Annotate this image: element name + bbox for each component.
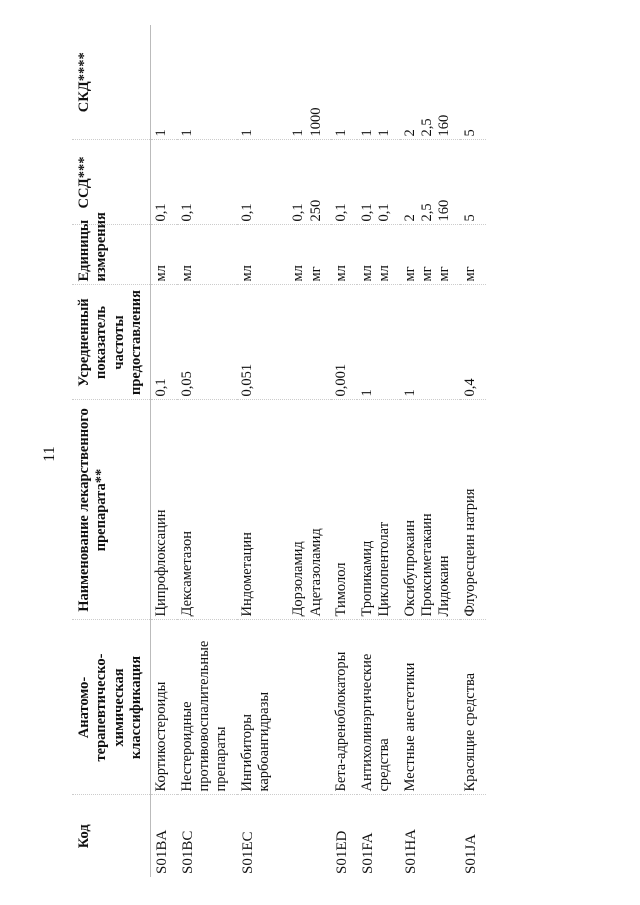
skd-cell bbox=[177, 25, 237, 140]
skd-value: 160 bbox=[436, 114, 453, 137]
avg-frequency-value: 0,051 bbox=[238, 363, 255, 397]
table-row bbox=[177, 25, 237, 877]
avg-frequency-cell bbox=[400, 285, 460, 400]
unit-value: мг bbox=[436, 266, 453, 282]
unit-cell bbox=[331, 225, 357, 285]
ssd-cell bbox=[331, 140, 357, 225]
drug-name: Тропикамид bbox=[358, 540, 375, 617]
atc-class-cell bbox=[460, 620, 486, 795]
atc-code: S01EC bbox=[239, 831, 256, 874]
ssd-value: 160 bbox=[436, 199, 453, 222]
header-unit: Единицы измерения bbox=[72, 225, 150, 285]
drug-name: Оксибупрокаин bbox=[401, 520, 418, 617]
skd-value: 2,5 bbox=[419, 118, 436, 137]
skd-value: 1 bbox=[358, 129, 375, 137]
atc-code: S01HA bbox=[402, 828, 419, 874]
drug-cell bbox=[150, 400, 177, 620]
unit-cell bbox=[357, 225, 400, 285]
ssd-cell bbox=[150, 140, 177, 225]
atc-class-cell bbox=[400, 620, 460, 795]
atc-class-cell bbox=[237, 620, 331, 795]
ssd-value: 250 bbox=[307, 199, 324, 222]
drug-name: Лидокаин bbox=[436, 555, 453, 617]
avg-frequency-value: 0,4 bbox=[461, 378, 478, 397]
page-number: 11 bbox=[41, 446, 58, 462]
code-cell bbox=[331, 795, 357, 877]
skd-value: 1000 bbox=[307, 107, 324, 137]
drug-cell bbox=[237, 400, 331, 620]
table-row bbox=[400, 25, 460, 877]
atc-class-name: Нестероидные противовоспалительные препараты bbox=[178, 640, 230, 792]
ssd-value: 0,1 bbox=[332, 203, 349, 222]
header-code: Код bbox=[72, 795, 150, 877]
unit-value: мг bbox=[401, 266, 418, 282]
atc-class-name: Ингибиторы карбоангидразы bbox=[238, 691, 273, 792]
drug-name: Флуоресцеин натрия bbox=[461, 488, 478, 617]
atc-code: S01FA bbox=[359, 832, 376, 874]
atc-code: S01BC bbox=[179, 830, 196, 874]
atc-class-cell bbox=[357, 620, 400, 795]
header-avg: Усредненный показатель частоты предоставления bbox=[72, 285, 150, 400]
header-ssd: ССД*** bbox=[72, 140, 150, 225]
drug-cell bbox=[177, 400, 237, 620]
unit-value: мл bbox=[332, 265, 349, 282]
unit-value: мг bbox=[419, 266, 436, 282]
unit-value: мл bbox=[358, 265, 375, 282]
drug-name: Ципрофлоксацин bbox=[152, 509, 169, 617]
skd-cell bbox=[237, 25, 331, 140]
header-drug: Наименование лекарственного препарата** bbox=[72, 400, 150, 620]
atc-class-cell bbox=[177, 620, 237, 795]
atc-class-cell bbox=[150, 620, 177, 795]
drug-name: Проксиметакаин bbox=[419, 513, 436, 617]
unit-value: мл bbox=[290, 265, 307, 282]
unit-value: мл bbox=[238, 265, 255, 282]
skd-cell bbox=[331, 25, 357, 140]
avg-frequency-value: 1 bbox=[358, 389, 375, 397]
atc-class-name: Красящие средства bbox=[461, 672, 478, 792]
unit-value: мл bbox=[152, 265, 169, 282]
skd-value: 1 bbox=[290, 129, 307, 137]
avg-frequency-value: 0,05 bbox=[178, 371, 195, 397]
atc-class-name: Бета-адреноблокаторы bbox=[332, 651, 349, 792]
ssd-cell bbox=[460, 140, 486, 225]
drug-name: Ацетазоламид bbox=[307, 528, 324, 617]
skd-value: 1 bbox=[238, 129, 255, 137]
code-cell bbox=[460, 795, 486, 877]
code-cell bbox=[150, 795, 177, 877]
unit-cell bbox=[400, 225, 460, 285]
drug-cell bbox=[357, 400, 400, 620]
ssd-cell bbox=[357, 140, 400, 225]
ssd-value: 2,5 bbox=[419, 203, 436, 222]
ssd-cell bbox=[177, 140, 237, 225]
drug-name: Дексаметазон bbox=[178, 531, 195, 617]
atc-code: S01JA bbox=[462, 833, 479, 874]
atc-class-name: Кортикостероиды bbox=[152, 681, 169, 792]
skd-cell bbox=[150, 25, 177, 140]
code-cell bbox=[400, 795, 460, 877]
drug-table bbox=[72, 25, 486, 877]
skd-cell bbox=[460, 25, 486, 140]
avg-frequency-cell bbox=[460, 285, 486, 400]
table-row bbox=[460, 25, 486, 877]
drug-name: Индометацин bbox=[238, 532, 255, 617]
atc-class-name: Антихолинэргические средства bbox=[358, 653, 393, 792]
atc-class-cell bbox=[331, 620, 357, 795]
table-row bbox=[237, 25, 331, 877]
skd-value: 1 bbox=[178, 129, 195, 137]
ssd-value: 0,1 bbox=[152, 203, 169, 222]
table-row bbox=[357, 25, 400, 877]
avg-frequency-cell bbox=[331, 285, 357, 400]
unit-cell bbox=[237, 225, 331, 285]
ssd-value: 0,1 bbox=[376, 203, 393, 222]
avg-frequency-value: 0,1 bbox=[152, 378, 169, 397]
code-cell bbox=[237, 795, 331, 877]
skd-cell bbox=[357, 25, 400, 140]
ssd-value: 2 bbox=[401, 214, 418, 222]
atc-code: S01BA bbox=[153, 829, 170, 874]
table-header-row bbox=[72, 25, 150, 877]
skd-value: 1 bbox=[332, 129, 349, 137]
drug-cell bbox=[331, 400, 357, 620]
avg-frequency-cell bbox=[357, 285, 400, 400]
unit-value: мл bbox=[178, 265, 195, 282]
table-row bbox=[150, 25, 177, 877]
drug-name: Тимолол bbox=[332, 562, 349, 617]
skd-value: 1 bbox=[152, 129, 169, 137]
ssd-cell bbox=[237, 140, 331, 225]
unit-value: мг bbox=[307, 266, 324, 282]
unit-cell bbox=[150, 225, 177, 285]
code-cell bbox=[177, 795, 237, 877]
unit-value: мл bbox=[376, 265, 393, 282]
ssd-value: 0,1 bbox=[238, 203, 255, 222]
header-atc: Анатомо-терапевтическо-химическая классификация bbox=[72, 620, 150, 795]
skd-value: 2 bbox=[401, 129, 418, 137]
ssd-cell bbox=[400, 140, 460, 225]
drug-cell bbox=[400, 400, 460, 620]
code-cell bbox=[357, 795, 400, 877]
drug-cell bbox=[460, 400, 486, 620]
drug-name: Циклопентолат bbox=[376, 521, 393, 617]
ssd-value: 0,1 bbox=[290, 203, 307, 222]
skd-value: 1 bbox=[376, 129, 393, 137]
avg-frequency-cell bbox=[237, 285, 331, 400]
avg-frequency-cell bbox=[177, 285, 237, 400]
skd-value: 5 bbox=[461, 129, 478, 137]
unit-value: мг bbox=[461, 266, 478, 282]
avg-frequency-value: 1 bbox=[401, 389, 418, 397]
unit-cell bbox=[460, 225, 486, 285]
ssd-value: 0,1 bbox=[178, 203, 195, 222]
ssd-value: 0,1 bbox=[358, 203, 375, 222]
skd-cell bbox=[400, 25, 460, 140]
header-skd: СКД**** bbox=[72, 25, 150, 140]
atc-class-name: Местные анестетики bbox=[401, 662, 418, 792]
atc-code: S01ED bbox=[333, 830, 350, 874]
table-row bbox=[331, 25, 357, 877]
ssd-value: 5 bbox=[461, 214, 478, 222]
drug-name: Дорзоламид bbox=[290, 541, 307, 617]
avg-frequency-cell bbox=[150, 285, 177, 400]
avg-frequency-value: 0,001 bbox=[332, 363, 349, 397]
unit-cell bbox=[177, 225, 237, 285]
